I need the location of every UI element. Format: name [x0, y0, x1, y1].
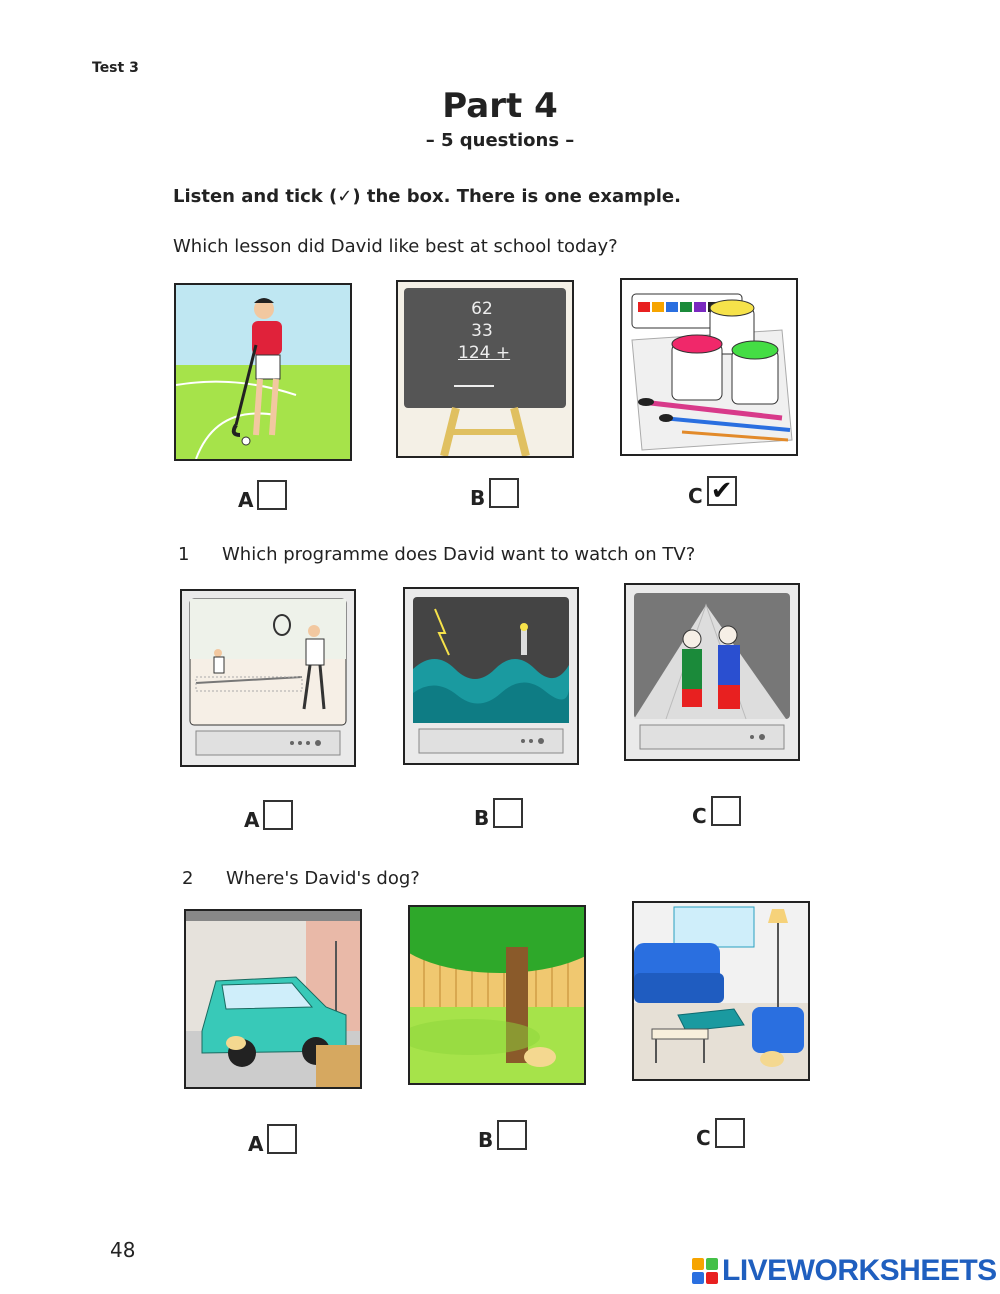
- picture-tv-stormy-sea: [403, 587, 579, 765]
- blackboard-line: 33: [471, 321, 493, 341]
- picture-living-room-dog: [632, 901, 810, 1081]
- tick-box[interactable]: [257, 480, 287, 510]
- option-letter: A: [244, 808, 260, 832]
- option-letter: C: [688, 484, 703, 508]
- question-text: Which programme does David want to watch on TV?: [222, 544, 696, 565]
- blackboard-line: 62: [471, 299, 493, 319]
- example-option-a[interactable]: [238, 480, 287, 510]
- tick-box[interactable]: [263, 800, 293, 830]
- option-letter: A: [248, 1132, 264, 1156]
- picture-garden-tree-dog: [408, 905, 586, 1085]
- question-text: Which lesson did David like best at school today?: [173, 236, 618, 257]
- picture-math-blackboard: [396, 280, 574, 458]
- page-number: 48: [110, 1238, 136, 1262]
- tick-box[interactable]: [489, 478, 519, 508]
- question-1: [178, 544, 695, 565]
- option-letter: B: [478, 1128, 494, 1152]
- question-number: 2: [182, 868, 194, 889]
- example-option-c[interactable]: [688, 476, 737, 506]
- instruction: Listen and tick (✓) the box. There is one example.: [173, 186, 681, 207]
- picture-paints-and-brushes: [620, 278, 798, 456]
- tick-box[interactable]: [493, 798, 523, 828]
- option-letter: C: [692, 804, 707, 828]
- option-letter: C: [696, 1126, 711, 1150]
- option-letter: B: [474, 806, 490, 830]
- tick-box[interactable]: [715, 1118, 745, 1148]
- tick-box[interactable]: ✔: [707, 476, 737, 506]
- tick-box[interactable]: [711, 796, 741, 826]
- question-1-option-b[interactable]: [474, 798, 523, 828]
- picture-garage-car-dog: [184, 909, 362, 1089]
- logo-text: LIVEWORKSHEETS: [722, 1254, 997, 1287]
- tick-box[interactable]: [497, 1120, 527, 1150]
- question-1-option-a[interactable]: [244, 800, 293, 830]
- logo-mark-icon: [692, 1258, 718, 1284]
- question-1-option-c[interactable]: [692, 796, 741, 826]
- example-question: [173, 236, 618, 257]
- question-2: [182, 868, 420, 889]
- picture-tv-clowns: [624, 583, 800, 761]
- question-2-option-a[interactable]: [248, 1124, 297, 1154]
- blackboard-line: 124 +: [458, 343, 511, 363]
- example-option-b[interactable]: [470, 478, 519, 508]
- picture-hockey-player: [174, 283, 352, 461]
- question-text: Where's David's dog?: [226, 868, 420, 889]
- part-subtitle: – 5 questions –: [425, 130, 575, 151]
- question-2-option-c[interactable]: [696, 1118, 745, 1148]
- option-letter: A: [238, 488, 254, 512]
- tick-box[interactable]: [267, 1124, 297, 1154]
- question-number: 1: [178, 544, 190, 565]
- option-letter: B: [470, 486, 486, 510]
- liveworksheets-logo: [692, 1254, 997, 1288]
- picture-tv-tennis: [180, 589, 356, 767]
- part-title: Part 4: [442, 86, 558, 126]
- question-2-option-b[interactable]: [478, 1120, 527, 1150]
- test-label: Test 3: [92, 60, 139, 76]
